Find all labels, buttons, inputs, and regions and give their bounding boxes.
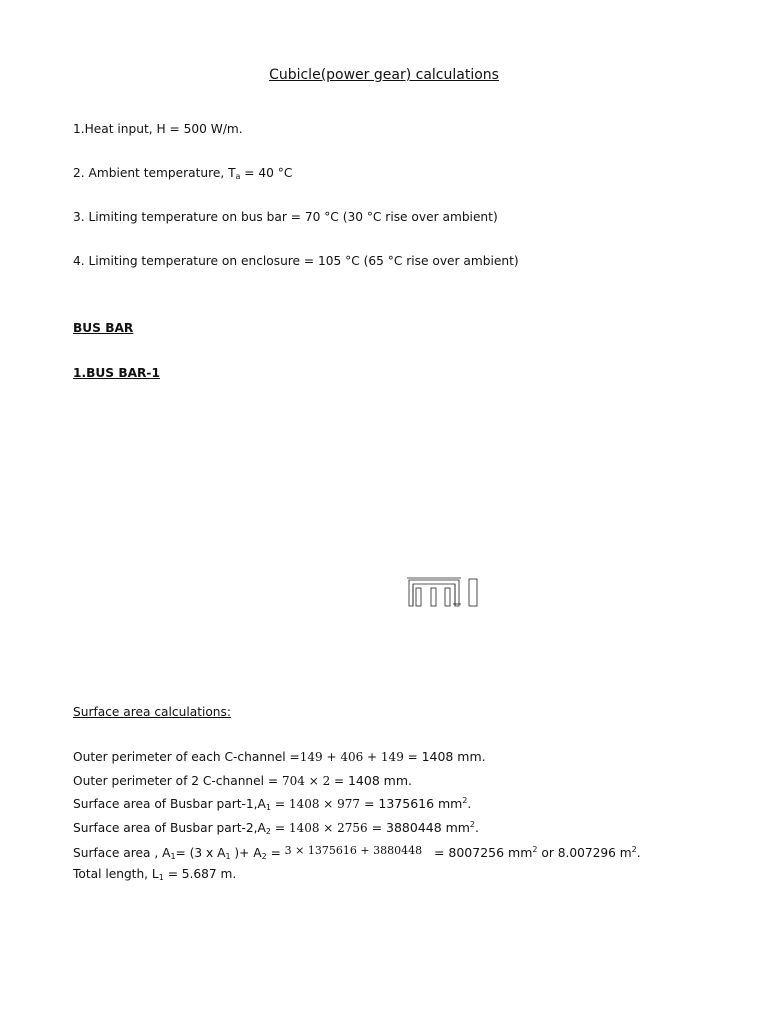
calc-tail: . xyxy=(636,846,641,860)
item-heat-input: 1.Heat input, H = 500 W/m. xyxy=(73,122,243,136)
calc-expression: 704 × 2 = xyxy=(282,774,345,788)
subscript: 1 xyxy=(225,852,231,861)
bar-mid xyxy=(431,588,436,606)
calc-perimeter-each xyxy=(73,749,486,764)
calc-expression: 1408 × 977 xyxy=(288,797,361,811)
calc-label: Surface area of Busbar part-1,A xyxy=(73,797,266,811)
bar-right xyxy=(445,588,450,606)
superscript: 2 xyxy=(631,845,637,854)
calc-unit: mm. xyxy=(457,749,486,764)
item-text: 2. Ambient temperature, T xyxy=(73,166,236,180)
surface-area-heading: Surface area calculations: xyxy=(73,705,231,719)
calc-expression: 149 + 406 + 149 = xyxy=(299,750,418,764)
calc-result: = 3880448 xyxy=(371,820,442,835)
calc-unit: mm. xyxy=(383,773,412,788)
calc-unit: mm xyxy=(437,796,463,811)
calc-result: 1408 xyxy=(347,773,380,788)
calc-total-length xyxy=(73,867,236,882)
page-title: Cubicle(power gear) calculations xyxy=(269,67,499,83)
calc-equals: = xyxy=(270,797,286,811)
calc-equals: = xyxy=(266,846,281,860)
side-view xyxy=(469,579,477,606)
subsection-heading: 1.BUS BAR-1 xyxy=(73,366,160,380)
calc-result: = 1375616 xyxy=(363,796,435,811)
item-ambient-temperature xyxy=(73,166,292,181)
calc-area-part1 xyxy=(73,796,471,812)
channel-inner xyxy=(413,584,455,606)
channel-outer xyxy=(409,580,459,606)
calc-alt: or 8.007296 m xyxy=(537,846,632,860)
item-enclosure-limit: 4. Limiting temperature on enclosure = 105 °C (65 °C rise over ambient) xyxy=(73,254,519,268)
superscript: 2 xyxy=(469,820,476,829)
calc-label: Total length, L xyxy=(73,867,159,881)
busbar-drawing xyxy=(403,576,479,608)
calc-unit: mm xyxy=(445,820,470,835)
subscript: 2 xyxy=(261,852,267,861)
calc-label: Outer perimeter of each C-channel = xyxy=(73,750,300,764)
subscript: a xyxy=(235,172,241,181)
calc-perimeter-two xyxy=(73,773,412,788)
calc-total-area xyxy=(73,844,641,861)
calc-expression: 1408 × 2756 xyxy=(288,821,368,835)
calc-area-part2 xyxy=(73,820,479,836)
item-text: = 40 °C xyxy=(240,166,293,180)
subscript: 1 xyxy=(158,873,164,882)
subscript: 1 xyxy=(265,803,271,812)
calc-value: = 5.687 m. xyxy=(163,867,237,881)
calc-label: Surface area , A xyxy=(73,846,171,860)
calc-equals: = xyxy=(270,821,286,835)
calc-tail: . xyxy=(467,797,472,811)
calc-label: Outer perimeter of 2 C-channel = xyxy=(73,774,279,788)
item-busbar-limit: 3. Limiting temperature on bus bar = 70 °C (30 °C rise over ambient) xyxy=(73,210,498,224)
subscript: 2 xyxy=(265,827,271,836)
calc-tail: . xyxy=(475,821,479,835)
superscript: 2 xyxy=(462,796,468,805)
calc-result: = 8007256 mm xyxy=(433,845,533,860)
bar-left xyxy=(416,588,421,606)
calc-label: Surface area of Busbar part-2,A xyxy=(73,821,266,835)
calc-expression: 3 × 1375616 + 3880448 xyxy=(284,844,423,857)
calc-result: 1408 xyxy=(421,749,454,764)
subscript: 1 xyxy=(170,852,176,861)
superscript: 2 xyxy=(532,845,538,854)
calc-label: )+ A xyxy=(230,846,262,860)
calc-label: = (3 x A xyxy=(175,846,226,860)
section-heading: BUS BAR xyxy=(73,321,134,335)
